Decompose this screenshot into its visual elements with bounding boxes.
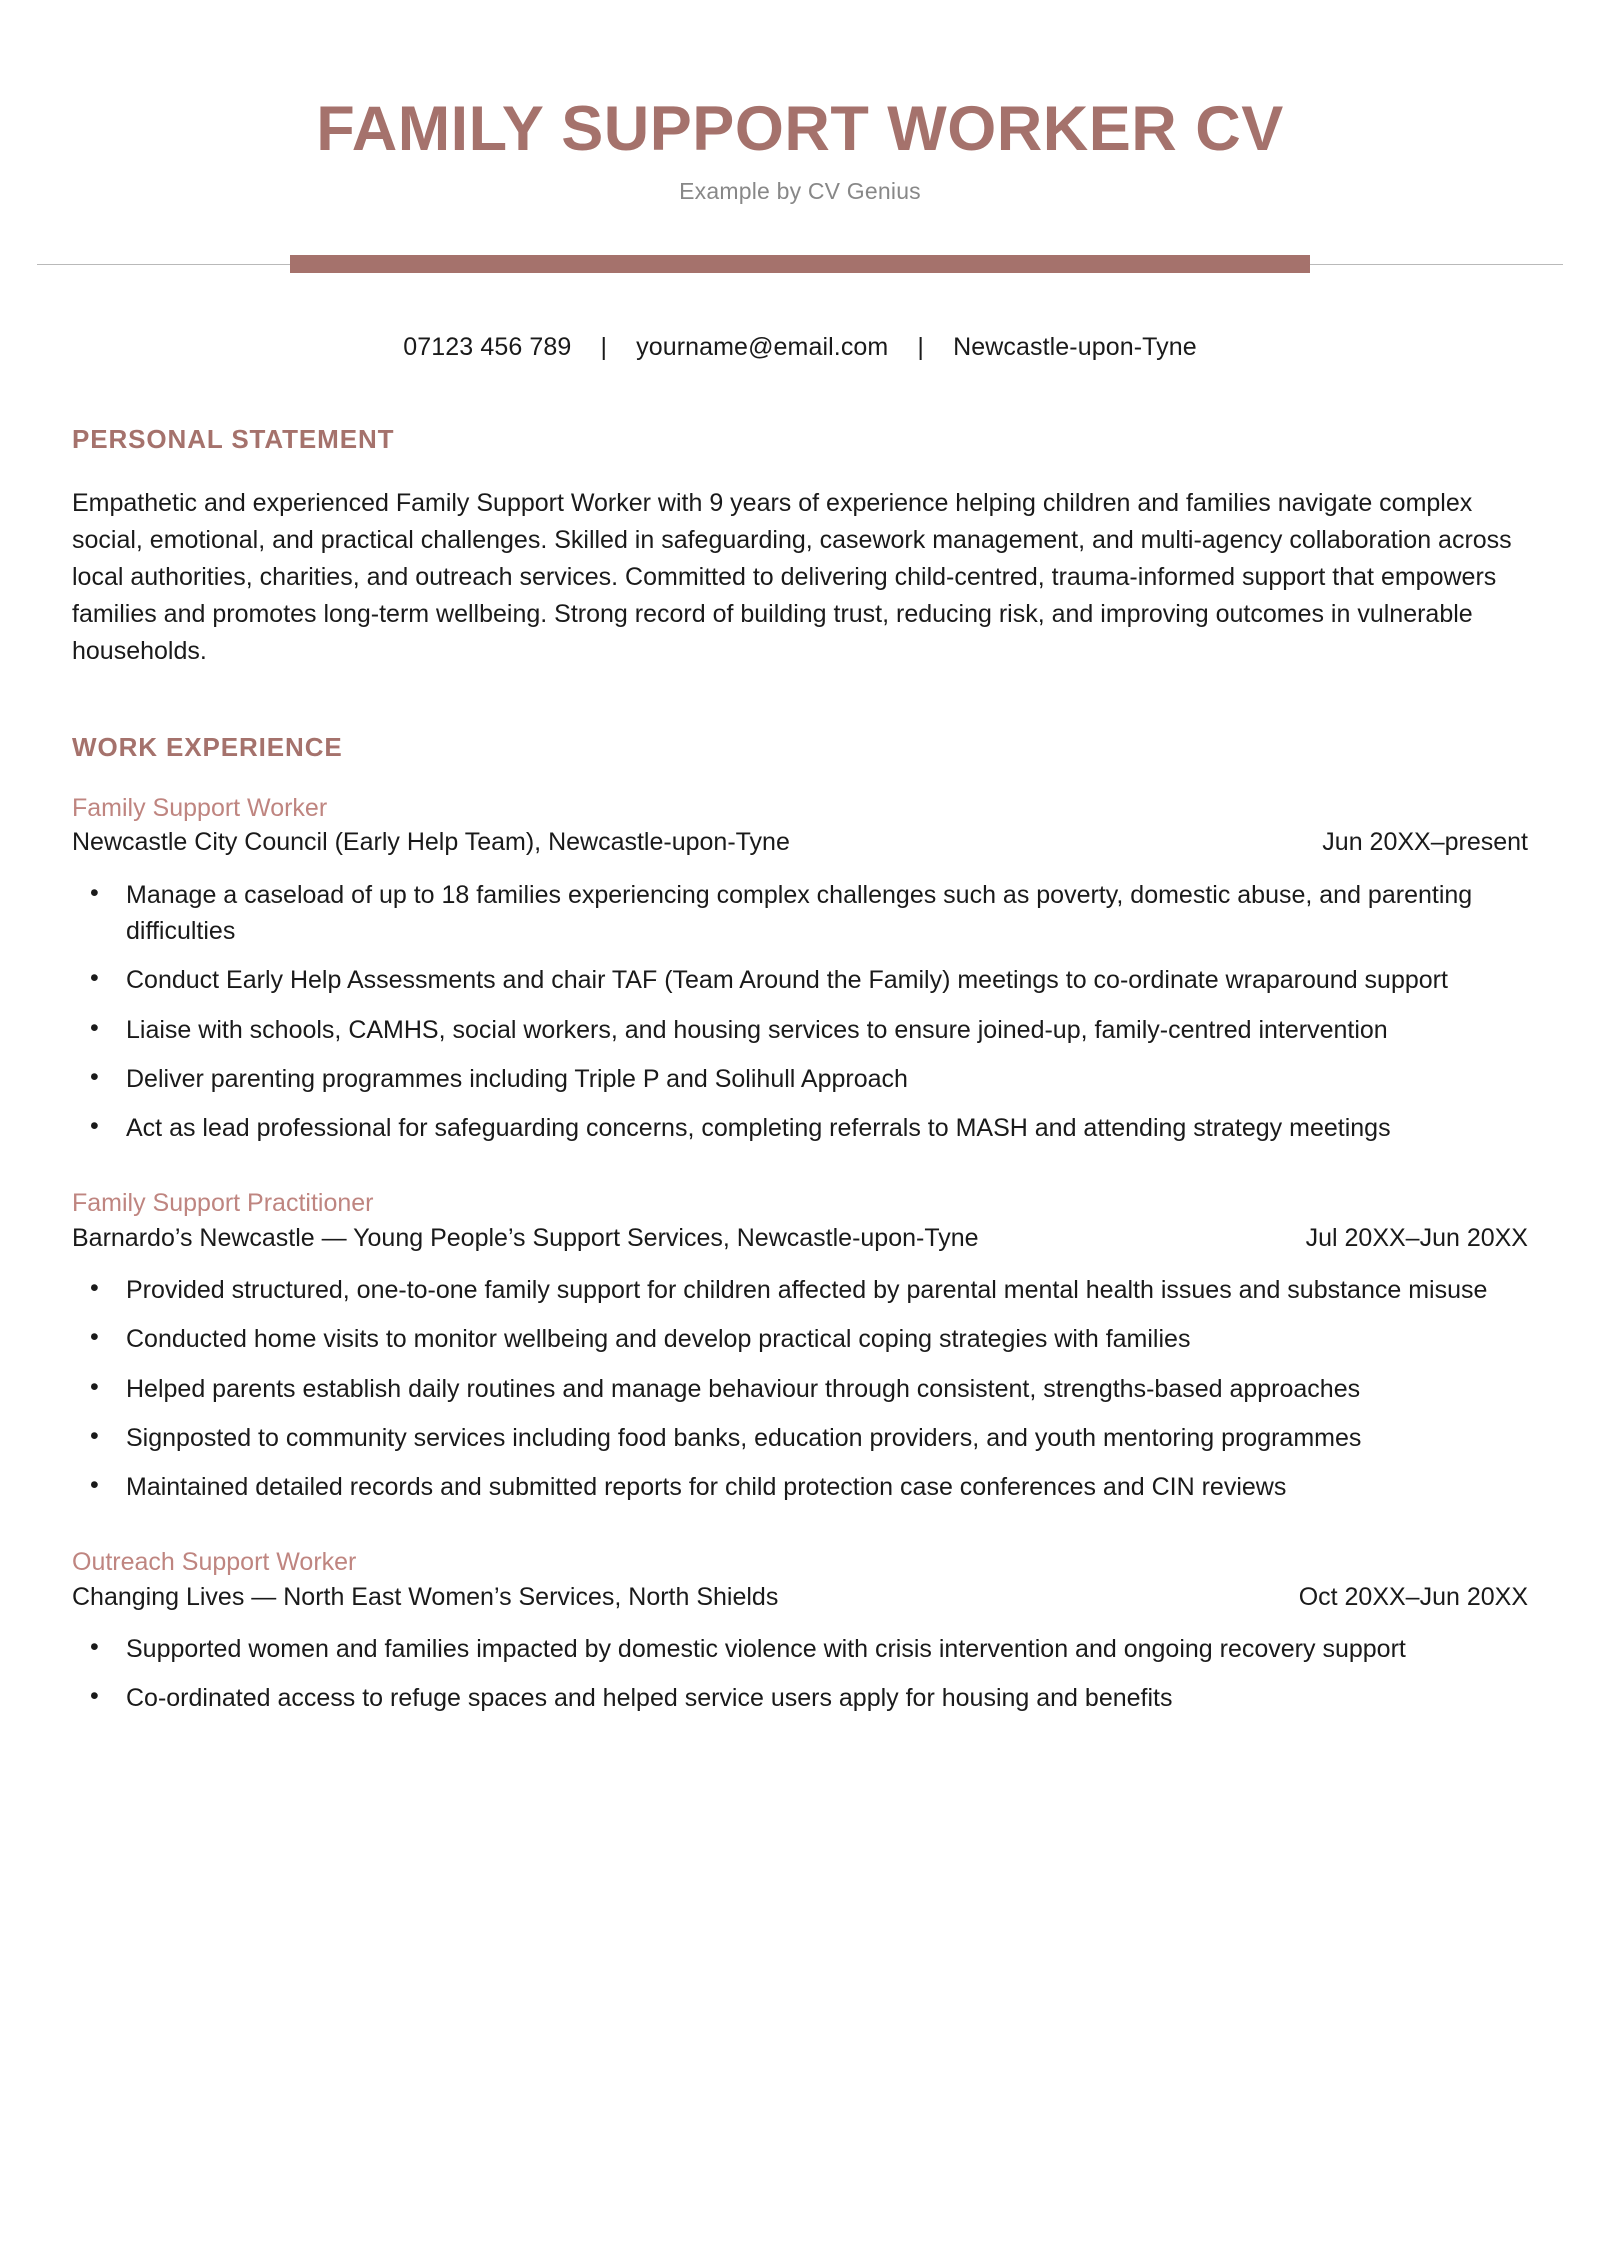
- section-title-work-experience: WORK EXPERIENCE: [72, 732, 343, 763]
- contact-separator-2: |: [917, 333, 925, 362]
- personal-statement-body: Empathetic and experienced Family Support Worker with 9 years of experience helping children and families navigate complex social, emotional, and practical challenges. Skilled in safeguarding, casework management, and multi-agency collaboration across local authorities, charities, and outreach services. Committed to delivering child-centred, trauma-informed support that empowers families and promotes long-term wellbeing. Strong record of building trust, reducing risk, and improving outcomes in vulnerable households.: [72, 489, 1512, 666]
- contact-line: [72, 333, 1528, 362]
- job-bullet-list: [72, 877, 1528, 1147]
- job-meta-line: [72, 826, 1528, 859]
- list-item: • Manage a caseload of up to 18 families experiencing complex challenges such as poverty, domestic abuse, and parenting difficulties: [72, 877, 1528, 950]
- contact-phone[interactable]: 07123 456 789: [403, 333, 572, 362]
- job-dates: Oct 20XX–Jun 20XX: [1298, 1582, 1528, 1611]
- work-experience-entry: [72, 1188, 1528, 1505]
- list-item: • Conduct Early Help Assessments and chair TAF (Team Around the Family) meetings to co-ordinate wraparound support: [72, 962, 1528, 998]
- job-bullet-list: [72, 1272, 1528, 1505]
- accent-bar: [290, 255, 1310, 273]
- job-meta-line: [72, 1222, 1528, 1255]
- contact-location: Newcastle-upon-Tyne: [953, 333, 1197, 362]
- job-employer: Newcastle City Council (Early Help Team), Newcastle-upon-Tyne: [72, 828, 790, 857]
- cv-header: [72, 0, 1528, 205]
- list-item: • Co-ordinated access to refuge spaces and helped service users apply for housing and benefits: [72, 1680, 1528, 1716]
- job-meta-line: [72, 1581, 1528, 1614]
- list-item: • Deliver parenting programmes including Triple P and Solihull Approach: [72, 1061, 1528, 1097]
- header-subtitle: Example by CV Genius: [679, 178, 921, 205]
- section-personal-statement: [72, 424, 1528, 670]
- list-item: • Signposted to community services including food banks, education providers, and youth mentoring programmes: [72, 1420, 1528, 1456]
- job-title: Family Support Worker: [72, 794, 328, 823]
- section-title-personal-statement: PERSONAL STATEMENT: [72, 424, 395, 455]
- list-item: • Helped parents establish daily routines and manage behaviour through consistent, strengths-based approaches: [72, 1371, 1528, 1407]
- job-title: Family Support Practitioner: [72, 1189, 374, 1218]
- contact-separator-1: |: [600, 333, 608, 362]
- list-item: • Conducted home visits to monitor wellbeing and develop practical coping strategies with families: [72, 1321, 1528, 1357]
- section-work-experience: [72, 732, 1528, 1717]
- job-dates: Jul 20XX–Jun 20XX: [1305, 1223, 1528, 1252]
- list-item: • Act as lead professional for safeguarding concerns, completing referrals to MASH and attending strategy meetings: [72, 1110, 1528, 1146]
- header-divider: [72, 253, 1528, 275]
- list-item: • Maintained detailed records and submitted reports for child protection case conferences and CIN reviews: [72, 1469, 1528, 1505]
- job-employer: Changing Lives — North East Women’s Services, North Shields: [72, 1582, 779, 1611]
- contact-email[interactable]: yourname@email.com: [636, 333, 889, 362]
- job-title: Outreach Support Worker: [72, 1548, 357, 1577]
- list-item: • Supported women and families impacted by domestic violence with crisis intervention and ongoing recovery support: [72, 1631, 1528, 1667]
- list-item: • Provided structured, one-to-one family support for children affected by parental mental health issues and substance misuse: [72, 1272, 1528, 1308]
- work-experience-entry: [72, 1547, 1528, 1716]
- list-item: • Liaise with schools, CAMHS, social workers, and housing services to ensure joined-up, family-centred intervention: [72, 1012, 1528, 1048]
- work-experience-entry: [72, 793, 1528, 1146]
- job-dates: Jun 20XX–present: [1322, 828, 1528, 857]
- job-bullet-list: [72, 1631, 1528, 1717]
- page-title: FAMILY SUPPORT WORKER CV: [316, 94, 1284, 164]
- job-employer: Barnardo’s Newcastle — Young People’s Support Services, Newcastle-upon-Tyne: [72, 1223, 979, 1252]
